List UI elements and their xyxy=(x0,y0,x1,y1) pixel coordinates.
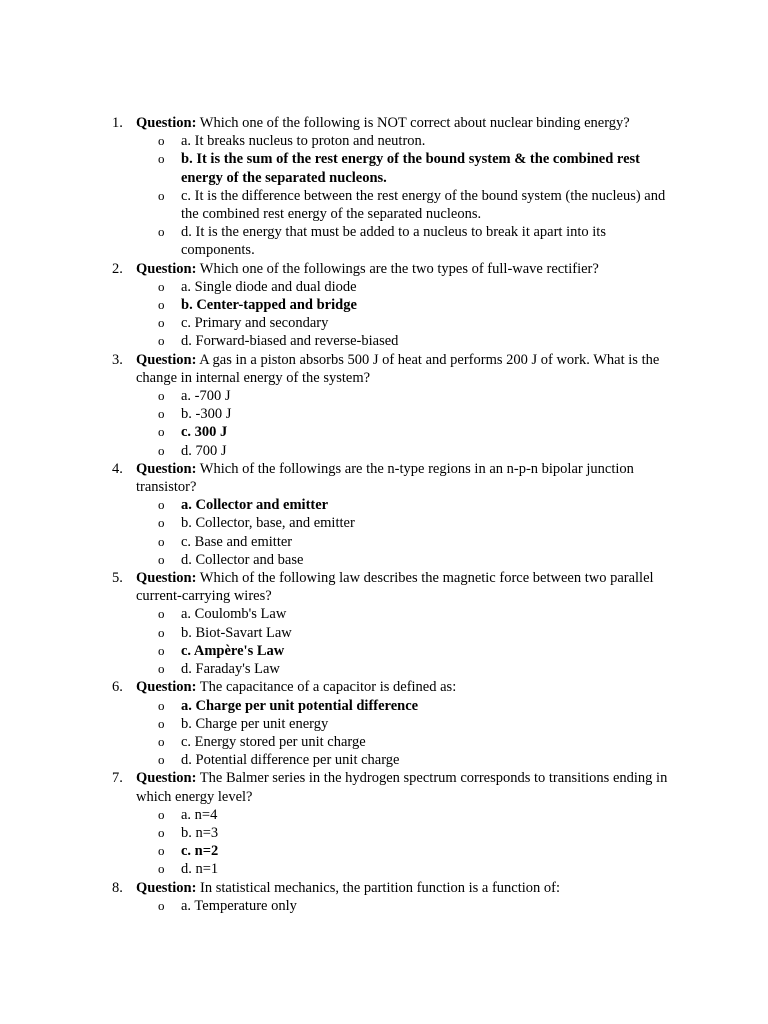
option-item xyxy=(136,897,676,915)
question-number: 5. xyxy=(112,570,123,587)
option-text: a. Single diode and dual diode xyxy=(181,278,357,295)
question-item-4 xyxy=(0,460,768,569)
option-item xyxy=(136,533,676,551)
question-number: 4. xyxy=(112,460,123,477)
bullet-icon: o xyxy=(158,715,165,731)
bullet-icon: o xyxy=(158,551,165,567)
bullet-icon: o xyxy=(158,824,165,840)
option-text: d. Faraday's Law xyxy=(181,661,280,678)
option-item-correct xyxy=(136,496,676,514)
question-number: 2. xyxy=(112,260,123,277)
bullet-icon: o xyxy=(158,642,165,658)
option-item xyxy=(136,624,676,642)
question-text: Which one of the followings are the two types of full-wave rectifier? xyxy=(199,260,599,277)
question-item-1 xyxy=(0,114,768,260)
question-label: Question: xyxy=(136,570,197,587)
option-text: c. It is the difference between the rest energy of the bound system (the nucleus) and the combined rest energy of the separated nucleons. xyxy=(181,187,666,223)
option-list xyxy=(136,496,676,569)
question-label: Question: xyxy=(136,351,197,368)
question-label: Question: xyxy=(136,879,197,896)
option-list xyxy=(136,278,676,351)
question-stem xyxy=(136,569,676,605)
option-item-correct xyxy=(136,423,676,441)
option-text: d. Forward-biased and reverse-biased xyxy=(181,333,399,350)
question-stem xyxy=(136,769,676,805)
option-list xyxy=(136,132,676,259)
question-item-3 xyxy=(0,351,768,460)
option-text: a. -700 J xyxy=(181,388,231,405)
question-number: 6. xyxy=(112,679,123,696)
question-list xyxy=(0,114,768,915)
question-stem xyxy=(136,460,676,496)
option-item xyxy=(136,132,676,150)
option-text: a. Coulomb's Law xyxy=(181,606,287,623)
option-item xyxy=(136,860,676,878)
option-text: c. Primary and secondary xyxy=(181,315,329,332)
option-text: c. Base and emitter xyxy=(181,533,293,550)
bullet-icon: o xyxy=(158,733,165,749)
bullet-icon: o xyxy=(158,297,165,313)
option-text: a. Charge per unit potential difference xyxy=(181,697,419,714)
question-number: 7. xyxy=(112,770,123,787)
option-text: d. n=1 xyxy=(181,861,219,878)
question-text: In statistical mechanics, the partition function is a function of: xyxy=(200,879,561,896)
question-item-7 xyxy=(0,769,768,878)
question-stem xyxy=(136,879,676,897)
bullet-icon: o xyxy=(158,533,165,549)
question-label: Question: xyxy=(136,679,197,696)
option-item xyxy=(136,442,676,460)
option-text: a. n=4 xyxy=(181,806,218,823)
bullet-icon: o xyxy=(158,515,165,531)
option-item xyxy=(136,387,676,405)
option-list xyxy=(136,387,676,460)
question-item-5 xyxy=(0,569,768,678)
question-stem xyxy=(136,260,676,278)
option-text: d. 700 J xyxy=(181,442,227,459)
bullet-icon: o xyxy=(158,843,165,859)
bullet-icon: o xyxy=(158,897,165,913)
bullet-icon: o xyxy=(158,406,165,422)
option-item-correct xyxy=(136,642,676,660)
question-number: 3. xyxy=(112,351,123,368)
option-text: b. n=3 xyxy=(181,824,219,841)
bullet-icon: o xyxy=(158,224,165,240)
option-item-correct xyxy=(136,150,676,186)
option-text: c. 300 J xyxy=(181,424,228,441)
option-text: b. Center-tapped and bridge xyxy=(181,297,357,314)
option-item xyxy=(136,551,676,569)
option-list xyxy=(136,806,676,879)
option-item xyxy=(136,824,676,842)
bullet-icon: o xyxy=(158,806,165,822)
option-text: c. Energy stored per unit charge xyxy=(181,733,366,750)
option-list xyxy=(136,897,676,915)
question-text: Which of the following law describes the magnetic force between two parallel current-carrying wires? xyxy=(136,570,654,605)
question-label: Question: xyxy=(136,460,197,477)
bullet-icon: o xyxy=(158,187,165,203)
question-label: Question: xyxy=(136,115,197,131)
question-stem xyxy=(136,351,676,387)
option-item xyxy=(136,405,676,423)
option-text: d. Potential difference per unit charge xyxy=(181,752,400,769)
bullet-icon: o xyxy=(158,861,165,877)
question-number: 8. xyxy=(112,879,123,896)
bullet-icon: o xyxy=(158,606,165,622)
question-stem xyxy=(136,114,676,132)
question-number: 1. xyxy=(112,115,123,131)
option-item xyxy=(136,751,676,769)
bullet-icon: o xyxy=(158,442,165,458)
bullet-icon: o xyxy=(158,697,165,713)
question-text: Which of the followings are the n-type regions in an n-p-n bipolar junction transistor? xyxy=(136,460,634,496)
bullet-icon: o xyxy=(158,151,165,167)
option-text: a. It breaks nucleus to proton and neutron. xyxy=(181,133,426,150)
option-item xyxy=(136,278,676,296)
question-item-6 xyxy=(0,678,768,769)
question-item-8 xyxy=(0,879,768,915)
bullet-icon: o xyxy=(158,424,165,440)
option-text: a. Collector and emitter xyxy=(181,497,329,514)
option-text: d. It is the energy that must be added to a nucleus to break it apart into its components. xyxy=(181,224,606,259)
option-text: b. Charge per unit energy xyxy=(181,715,329,732)
option-text: d. Collector and base xyxy=(181,551,304,568)
option-item xyxy=(136,806,676,824)
option-text: b. It is the sum of the rest energy of the bound system & the combined rest energy of the separated nucleons. xyxy=(181,151,641,186)
option-item-correct xyxy=(136,296,676,314)
option-text: b. Biot-Savart Law xyxy=(181,624,292,641)
option-text: c. n=2 xyxy=(181,843,219,860)
bullet-icon: o xyxy=(158,333,165,349)
option-item xyxy=(136,605,676,623)
question-text: A gas in a piston absorbs 500 J of heat and performs 200 J of work. What is the change in internal energy of the system? xyxy=(136,351,660,386)
bullet-icon: o xyxy=(158,752,165,768)
bullet-icon: o xyxy=(158,133,165,149)
option-item xyxy=(136,660,676,678)
option-text: c. Ampère's Law xyxy=(181,642,285,659)
bullet-icon: o xyxy=(158,661,165,677)
option-list xyxy=(136,605,676,678)
option-item xyxy=(136,514,676,532)
option-text: a. Temperature only xyxy=(181,897,297,914)
option-list xyxy=(136,697,676,770)
option-item xyxy=(136,187,676,223)
bullet-icon: o xyxy=(158,315,165,331)
question-text: Which one of the following is NOT correct about nuclear binding energy? xyxy=(199,115,630,131)
option-item xyxy=(136,223,676,259)
option-item xyxy=(136,314,676,332)
bullet-icon: o xyxy=(158,497,165,513)
question-label: Question: xyxy=(136,770,197,787)
bullet-icon: o xyxy=(158,278,165,294)
option-item xyxy=(136,332,676,350)
option-item-correct xyxy=(136,842,676,860)
question-text: The Balmer series in the hydrogen spectrum corresponds to transitions ending in which energy level? xyxy=(136,770,668,805)
option-text: b. -300 J xyxy=(181,406,232,423)
option-item xyxy=(136,733,676,751)
option-item xyxy=(136,715,676,733)
question-label: Question: xyxy=(136,260,197,277)
question-text: The capacitance of a capacitor is defined as: xyxy=(199,679,457,696)
option-item-correct xyxy=(136,697,676,715)
bullet-icon: o xyxy=(158,624,165,640)
question-item-2 xyxy=(0,260,768,351)
question-stem xyxy=(136,678,676,696)
option-text: b. Collector, base, and emitter xyxy=(181,515,355,532)
bullet-icon: o xyxy=(158,388,165,404)
